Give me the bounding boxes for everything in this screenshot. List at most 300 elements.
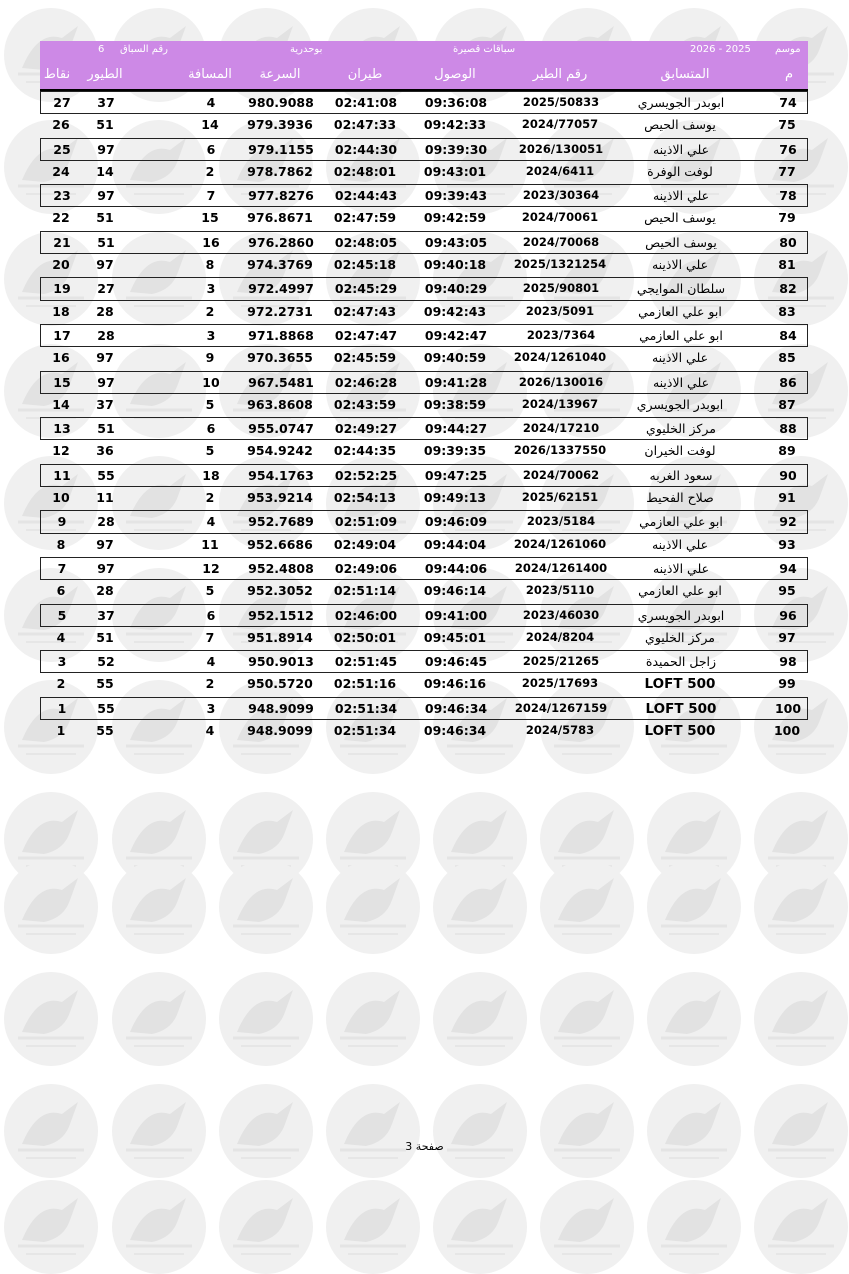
watermark-logo-icon — [647, 860, 741, 954]
cell-points: 16 — [52, 350, 70, 366]
cell-distance: 6 — [206, 421, 216, 437]
watermark-logo-icon — [754, 860, 848, 954]
table-row — [40, 161, 808, 184]
cell-ring: 2024/8204 — [525, 629, 595, 644]
watermark-logo-icon — [540, 1084, 634, 1178]
cell-birds: 27 — [97, 281, 115, 297]
table-row — [40, 534, 808, 557]
cell-speed: 972.4997 — [248, 281, 314, 297]
table-row — [40, 604, 808, 627]
cell-distance: 3 — [206, 281, 216, 297]
cell-name: ابوبدر الجويسري — [636, 396, 724, 412]
cell-no: 87 — [778, 396, 796, 412]
cell-ring: 2023/5184 — [526, 514, 596, 529]
cell-flight: 02:49:04 — [333, 536, 397, 552]
cell-flight: 02:45:18 — [333, 257, 397, 273]
cell-no: 74 — [779, 95, 797, 110]
cell-ring: 2024/70061 — [521, 210, 599, 225]
table-row — [40, 184, 808, 207]
table-row — [40, 324, 808, 347]
cell-flight: 02:52:25 — [334, 467, 398, 483]
cell-no: 97 — [778, 629, 796, 645]
table-row — [40, 394, 808, 417]
cell-speed: 970.3655 — [247, 350, 313, 366]
cell-ring: 2024/1267159 — [514, 700, 608, 715]
cell-birds: 51 — [96, 117, 114, 133]
cell-birds: 52 — [97, 654, 115, 670]
cell-points: 25 — [53, 141, 71, 157]
cell-birds: 51 — [97, 421, 115, 437]
watermark-logo-icon — [433, 1084, 527, 1178]
cell-ring: 2026/130016 — [518, 374, 604, 389]
table-row — [40, 371, 808, 394]
cell-points: 22 — [52, 210, 70, 226]
cell-points: 1 — [57, 700, 67, 716]
cell-flight: 02:51:14 — [333, 583, 397, 599]
col-name: المتسابق — [660, 67, 710, 82]
cell-no: 83 — [778, 303, 796, 319]
cell-name: علي الاذينه — [652, 141, 710, 157]
cell-ring: 2024/1261040 — [513, 350, 607, 365]
col-ring: رقم الطير — [532, 67, 588, 82]
cell-no: 88 — [779, 421, 797, 437]
cell-speed: 976.2860 — [248, 234, 314, 250]
cell-name: ابو علي العازمي — [639, 514, 723, 530]
cell-arrival: 09:43:01 — [423, 163, 487, 179]
cell-name: صلاح الفحيط — [646, 490, 714, 506]
cell-ring: 2024/70062 — [522, 467, 600, 482]
cell-birds: 51 — [96, 629, 114, 645]
cell-name: ابو علي العازمي — [638, 583, 722, 599]
table-row — [40, 207, 808, 230]
cell-distance: 3 — [206, 700, 216, 716]
cell-speed: 952.7689 — [248, 514, 314, 530]
cell-birds: 14 — [96, 163, 114, 179]
cell-arrival: 09:40:29 — [424, 281, 488, 297]
cell-arrival: 09:44:04 — [423, 536, 487, 552]
cell-speed: 952.1512 — [248, 607, 314, 623]
cell-name: يوسف الحيص — [644, 210, 716, 226]
cell-speed: 948.9099 — [247, 723, 313, 739]
table-row — [40, 301, 808, 324]
cell-birds: 37 — [97, 95, 115, 110]
cell-points: 7 — [57, 560, 67, 576]
cell-flight: 02:44:43 — [334, 188, 398, 204]
season-label: موسم — [775, 44, 801, 55]
cell-arrival: 09:42:33 — [423, 117, 487, 133]
col-birds: الطيور — [87, 67, 123, 82]
cell-name: لوفت الوفرة — [647, 163, 713, 179]
watermark-logo-icon — [647, 1180, 741, 1274]
cell-points: 12 — [52, 443, 70, 459]
cell-birds: 97 — [97, 374, 115, 390]
cell-distance: 2 — [205, 303, 215, 319]
cell-arrival: 09:49:13 — [423, 490, 487, 506]
cell-no: 99 — [778, 676, 796, 692]
cell-arrival: 09:43:05 — [424, 234, 488, 250]
cell-birds: 36 — [96, 443, 114, 459]
cell-no: 95 — [778, 583, 796, 599]
watermark-logo-icon — [112, 860, 206, 954]
cell-speed: 971.8868 — [248, 327, 314, 343]
cell-birds: 28 — [97, 514, 115, 530]
cell-birds: 97 — [97, 560, 115, 576]
cell-ring: 2025/50833 — [522, 95, 600, 109]
watermark-logo-icon — [326, 860, 420, 954]
cell-name: ابوبدر الجويسري — [637, 95, 725, 110]
cell-distance: 2 — [205, 676, 215, 692]
cell-ring: 2024/6411 — [525, 163, 595, 178]
cell-points: 17 — [53, 327, 71, 343]
cell-flight: 02:47:33 — [333, 117, 397, 133]
cell-flight: 02:54:13 — [333, 490, 397, 506]
cell-birds: 11 — [96, 490, 114, 506]
cell-distance: 10 — [202, 374, 220, 390]
cell-arrival: 09:46:45 — [424, 654, 488, 670]
race-type: سباقات قصيرة — [453, 44, 516, 55]
table-row — [40, 114, 808, 137]
cell-ring: 2025/1321254 — [513, 257, 607, 272]
cell-distance: 18 — [202, 467, 220, 483]
cell-name: علي الاذينه — [652, 374, 710, 390]
cell-distance: 5 — [205, 443, 215, 459]
cell-flight: 02:47:47 — [334, 327, 398, 343]
cell-points: 8 — [56, 536, 66, 552]
cell-arrival: 09:38:59 — [423, 396, 487, 412]
cell-speed: 951.8914 — [247, 629, 313, 645]
cell-name: يوسف الحيص — [644, 117, 716, 133]
col-speed: السرعة — [259, 67, 301, 82]
cell-distance: 6 — [206, 607, 216, 623]
cell-no: 81 — [778, 257, 796, 273]
cell-points: 5 — [57, 607, 67, 623]
cell-name: ابو علي العازمي — [639, 327, 723, 343]
table-row — [40, 487, 808, 510]
watermark-logo-icon — [647, 972, 741, 1066]
cell-no: 85 — [778, 350, 796, 366]
cell-name: علي الاذينه — [652, 188, 710, 204]
cell-birds: 97 — [96, 257, 114, 273]
cell-speed: 952.3052 — [247, 583, 313, 599]
cell-distance: 2 — [205, 163, 215, 179]
table-row — [40, 697, 808, 720]
race-number: 6 — [98, 44, 105, 55]
cell-arrival: 09:45:01 — [423, 629, 487, 645]
cell-no: 86 — [779, 374, 797, 390]
cell-distance: 9 — [205, 350, 215, 366]
cell-ring: 2024/5783 — [525, 723, 595, 738]
cell-arrival: 09:44:06 — [424, 560, 488, 576]
cell-no: 96 — [779, 607, 797, 623]
cell-points: 20 — [52, 257, 70, 273]
cell-flight: 02:51:09 — [334, 514, 398, 530]
cell-speed: 955.0747 — [248, 421, 314, 437]
cell-ring: 2025/17693 — [521, 676, 599, 691]
watermark-logo-icon — [112, 1180, 206, 1274]
cell-points: 21 — [53, 234, 71, 250]
cell-points: 13 — [53, 421, 71, 437]
cell-arrival: 09:36:08 — [424, 95, 488, 110]
race-location: بوحدرية — [290, 44, 323, 55]
watermark-logo-icon — [4, 1084, 98, 1178]
cell-no: 75 — [778, 117, 796, 133]
cell-flight: 02:44:30 — [334, 141, 398, 157]
cell-speed: 954.9242 — [247, 443, 313, 459]
cell-distance: 4 — [206, 95, 216, 110]
cell-speed: 976.8671 — [247, 210, 313, 226]
cell-no: 90 — [779, 467, 797, 483]
cell-ring: 2023/7364 — [526, 327, 596, 342]
cell-arrival: 09:39:43 — [424, 188, 488, 204]
page-number: صفحة 3 — [405, 1140, 444, 1153]
cell-no: 100 — [773, 723, 801, 739]
cell-arrival: 09:42:59 — [423, 210, 487, 226]
cell-flight: 02:48:01 — [333, 163, 397, 179]
table-row — [40, 91, 808, 114]
cell-name: سلطان الموايجي — [636, 281, 726, 297]
watermark-logo-icon — [4, 1180, 98, 1274]
cell-points: 15 — [53, 374, 71, 390]
cell-ring: 2024/77057 — [521, 117, 599, 132]
cell-arrival: 09:39:35 — [423, 443, 487, 459]
cell-speed: 974.3769 — [247, 257, 313, 273]
cell-distance: 7 — [206, 188, 216, 204]
watermark-logo-icon — [219, 972, 313, 1066]
cell-arrival: 09:40:59 — [423, 350, 487, 366]
watermark-logo-icon — [4, 972, 98, 1066]
cell-flight: 02:45:29 — [334, 281, 398, 297]
table-row — [40, 557, 808, 580]
watermark-logo-icon — [112, 1084, 206, 1178]
cell-name: علي الاذينه — [651, 536, 709, 552]
table-row — [40, 440, 808, 463]
cell-flight: 02:50:01 — [333, 629, 397, 645]
cell-name: سعود الغربه — [649, 467, 713, 483]
cell-distance: 4 — [206, 654, 216, 670]
watermark-logo-icon — [326, 972, 420, 1066]
watermark-logo-icon — [754, 1084, 848, 1178]
cell-points: 1 — [56, 723, 66, 739]
cell-arrival: 09:46:34 — [423, 723, 487, 739]
table-row — [40, 464, 808, 487]
table-row — [40, 627, 808, 650]
cell-flight: 02:49:27 — [334, 421, 398, 437]
cell-distance: 14 — [201, 117, 219, 133]
cell-birds: 37 — [96, 396, 114, 412]
cell-points: 11 — [53, 467, 71, 483]
watermark-logo-icon — [219, 1084, 313, 1178]
cell-flight: 02:46:28 — [334, 374, 398, 390]
cell-name: مركز الخليوي — [645, 629, 715, 645]
cell-distance: 7 — [205, 629, 215, 645]
table-row — [40, 673, 808, 696]
cell-ring: 2023/30364 — [522, 188, 600, 203]
cell-speed: 950.5720 — [247, 676, 313, 692]
cell-birds: 97 — [97, 188, 115, 204]
cell-points: 10 — [52, 490, 70, 506]
cell-name: ابوبدر الجويسري — [637, 607, 725, 623]
cell-arrival: 09:41:00 — [424, 607, 488, 623]
cell-points: 4 — [56, 629, 66, 645]
cell-birds: 55 — [97, 700, 115, 716]
cell-flight: 02:44:35 — [333, 443, 397, 459]
cell-speed: 952.6686 — [247, 536, 313, 552]
cell-birds: 28 — [97, 327, 115, 343]
cell-name: LOFT 500 — [644, 723, 716, 740]
col-flight: طيران — [347, 67, 383, 82]
cell-points: 24 — [52, 163, 70, 179]
cell-distance: 4 — [206, 514, 216, 530]
cell-arrival: 09:39:30 — [424, 141, 488, 157]
cell-distance: 12 — [202, 560, 220, 576]
cell-flight: 02:51:16 — [333, 676, 397, 692]
watermark-logo-icon — [4, 860, 98, 954]
cell-distance: 11 — [201, 536, 219, 552]
watermark-logo-icon — [219, 860, 313, 954]
cell-name: علي الاذينه — [651, 257, 709, 273]
cell-flight: 02:47:59 — [333, 210, 397, 226]
cell-no: 84 — [779, 327, 797, 343]
cell-ring: 2025/21265 — [522, 654, 600, 669]
cell-flight: 02:41:08 — [334, 95, 398, 110]
cell-arrival: 09:46:14 — [423, 583, 487, 599]
table-row — [40, 254, 808, 277]
cell-speed: 948.9099 — [248, 700, 314, 716]
col-no: م — [784, 67, 794, 82]
table-row — [40, 510, 808, 533]
cell-birds: 97 — [96, 536, 114, 552]
cell-no: 76 — [779, 141, 797, 157]
cell-arrival: 09:46:16 — [423, 676, 487, 692]
cell-speed: 972.2731 — [247, 303, 313, 319]
cell-name: علي الاذينه — [652, 560, 710, 576]
cell-birds: 37 — [97, 607, 115, 623]
cell-name: يوسف الحيص — [645, 234, 717, 250]
cell-flight: 02:43:59 — [333, 396, 397, 412]
cell-distance: 5 — [205, 396, 215, 412]
cell-arrival: 09:46:09 — [424, 514, 488, 530]
col-arrival: الوصول — [434, 67, 476, 82]
cell-ring: 2023/46030 — [522, 607, 600, 622]
cell-name: LOFT 500 — [645, 700, 717, 717]
cell-arrival: 09:40:18 — [423, 257, 487, 273]
cell-no: 93 — [778, 536, 796, 552]
cell-ring: 2025/62151 — [521, 490, 599, 505]
cell-birds: 28 — [96, 583, 114, 599]
cell-speed: 954.1763 — [248, 467, 314, 483]
watermark-logo-icon — [540, 1180, 634, 1274]
table-row — [40, 417, 808, 440]
cell-name: مركز الخليوي — [646, 421, 716, 437]
cell-arrival: 09:41:28 — [424, 374, 488, 390]
cell-ring: 2026/1337550 — [513, 443, 607, 458]
cell-flight: 02:49:06 — [334, 560, 398, 576]
watermark-logo-icon — [647, 1084, 741, 1178]
cell-points: 6 — [56, 583, 66, 599]
cell-points: 14 — [52, 396, 70, 412]
watermark-logo-icon — [754, 1180, 848, 1274]
cell-points: 3 — [57, 654, 67, 670]
cell-no: 94 — [779, 560, 797, 576]
season-value: 2026 - 2025 — [690, 44, 751, 55]
cell-points: 27 — [53, 95, 71, 110]
cell-birds: 97 — [96, 350, 114, 366]
cell-speed: 963.8608 — [247, 396, 313, 412]
table-row — [40, 580, 808, 603]
cell-flight: 02:51:45 — [334, 654, 398, 670]
cell-name: زاجل الحميدة — [645, 654, 717, 670]
cell-ring: 2024/1261060 — [513, 536, 607, 551]
cell-birds: 28 — [96, 303, 114, 319]
watermark-logo-icon — [754, 972, 848, 1066]
cell-birds: 55 — [97, 467, 115, 483]
table-row — [40, 138, 808, 161]
cell-speed: 953.9214 — [247, 490, 313, 506]
watermark-logo-icon — [326, 1180, 420, 1274]
cell-speed: 950.9013 — [248, 654, 314, 670]
col-distance: المسافة — [188, 67, 232, 82]
cell-birds: 55 — [96, 723, 114, 739]
cell-speed: 967.5481 — [248, 374, 314, 390]
cell-speed: 952.4808 — [248, 560, 314, 576]
cell-distance: 16 — [202, 234, 220, 250]
cell-no: 98 — [779, 654, 797, 670]
cell-points: 18 — [52, 303, 70, 319]
cell-flight: 02:45:59 — [333, 350, 397, 366]
watermark-logo-icon — [540, 972, 634, 1066]
cell-distance: 8 — [205, 257, 215, 273]
cell-points: 19 — [53, 281, 71, 297]
cell-flight: 02:51:34 — [333, 723, 397, 739]
table-header — [40, 41, 808, 89]
cell-no: 92 — [779, 514, 797, 530]
cell-distance: 5 — [205, 583, 215, 599]
cell-flight: 02:47:43 — [333, 303, 397, 319]
cell-no: 77 — [778, 163, 796, 179]
table-row — [40, 720, 808, 743]
table-row — [40, 277, 808, 300]
watermark-logo-icon — [433, 1180, 527, 1274]
cell-no: 78 — [779, 188, 797, 204]
cell-points: 23 — [53, 188, 71, 204]
cell-arrival: 09:46:34 — [424, 700, 488, 716]
watermark-logo-icon — [112, 972, 206, 1066]
cell-distance: 3 — [206, 327, 216, 343]
cell-birds: 97 — [97, 141, 115, 157]
cell-speed: 978.7862 — [247, 163, 313, 179]
table-row — [40, 650, 808, 673]
cell-no: 100 — [774, 700, 802, 716]
cell-ring: 2024/17210 — [522, 421, 600, 436]
cell-speed: 979.3936 — [247, 117, 313, 133]
cell-distance: 6 — [206, 141, 216, 157]
cell-name: علي الاذينه — [651, 350, 709, 366]
table-row — [40, 231, 808, 254]
cell-no: 82 — [779, 281, 797, 297]
cell-distance: 2 — [205, 490, 215, 506]
watermark-logo-icon — [326, 1084, 420, 1178]
cell-speed: 979.1155 — [248, 141, 314, 157]
watermark-logo-icon — [219, 1180, 313, 1274]
cell-distance: 4 — [205, 723, 215, 739]
cell-ring: 2023/5091 — [525, 303, 595, 318]
table-body — [40, 89, 808, 743]
cell-speed: 977.8276 — [248, 188, 314, 204]
cell-flight: 02:46:00 — [334, 607, 398, 623]
cell-points: 9 — [57, 514, 67, 530]
race-number-label: رقم السباق — [120, 44, 169, 55]
cell-birds: 51 — [96, 210, 114, 226]
